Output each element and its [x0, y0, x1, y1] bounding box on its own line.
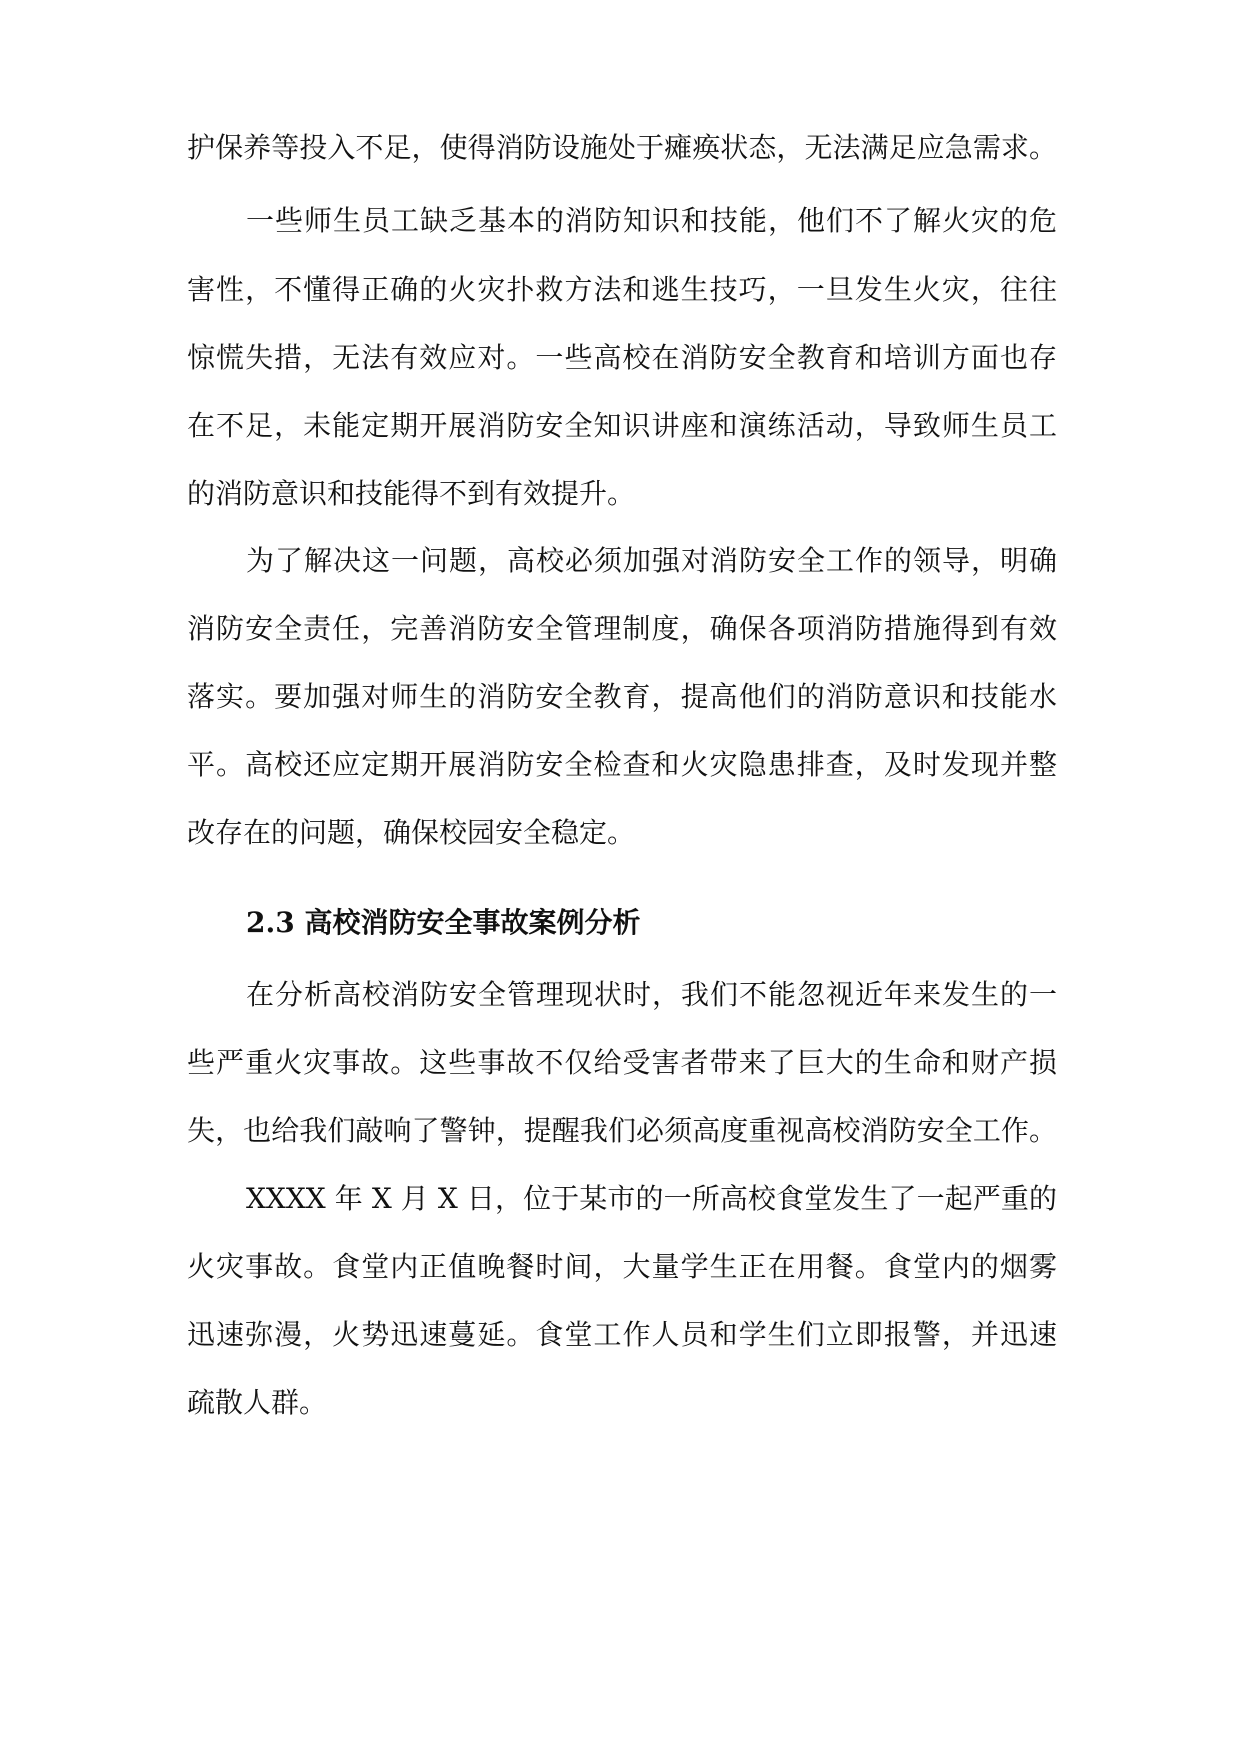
paragraph-line: 的消防意识和技能得不到有效提升。: [187, 477, 636, 510]
paragraph-line: 些严重火灾事故。这些事故不仅给受害者带来了巨大的生命和财产损: [187, 1046, 1057, 1079]
paragraph-line: 为了解决这一问题，高校必须加强对消防安全工作的领导，明确: [246, 544, 1057, 577]
paragraph-line: 害性，不懂得正确的火灾扑救方法和逃生技巧，一旦发生火灾，往往: [187, 273, 1057, 306]
paragraph-line: XXXX 年 X 月 X 日，位于某市的一所高校食堂发生了一起严重的: [246, 1182, 1057, 1215]
section-heading: 2.3 高校消防安全事故案例分析: [246, 906, 641, 939]
paragraph-line: 改存在的问题，确保校园安全稳定。: [187, 816, 636, 849]
paragraph-line: 火灾事故。食堂内正值晚餐时间，大量学生正在用餐。食堂内的烟雾: [187, 1250, 1057, 1283]
paragraph-line: 失，也给我们敲响了警钟，提醒我们必须高度重视高校消防安全工作。: [187, 1114, 1057, 1147]
paragraph-line: 落实。要加强对师生的消防安全教育，提高他们的消防意识和技能水: [187, 680, 1057, 713]
paragraph-line: 消防安全责任，完善消防安全管理制度，确保各项消防措施得到有效: [187, 612, 1057, 645]
paragraph-line: 疏散人群。: [187, 1386, 328, 1419]
paragraph-line: 护保养等投入不足，使得消防设施处于瘫痪状态，无法满足应急需求。: [187, 131, 1057, 164]
paragraph-line: 一些师生员工缺乏基本的消防知识和技能，他们不了解火灾的危: [246, 204, 1057, 237]
paragraph-line: 在分析高校消防安全管理现状时，我们不能忽视近年来发生的一: [246, 978, 1057, 1011]
paragraph-line: 惊慌失措，无法有效应对。一些高校在消防安全教育和培训方面也存: [187, 341, 1057, 374]
paragraph-line: 迅速弥漫，火势迅速蔓延。食堂工作人员和学生们立即报警，并迅速: [187, 1318, 1057, 1351]
paragraph-line: 平。高校还应定期开展消防安全检查和火灾隐患排查，及时发现并整: [187, 748, 1057, 781]
paragraph-line: 在不足，未能定期开展消防安全知识讲座和演练活动，导致师生员工: [187, 409, 1057, 442]
